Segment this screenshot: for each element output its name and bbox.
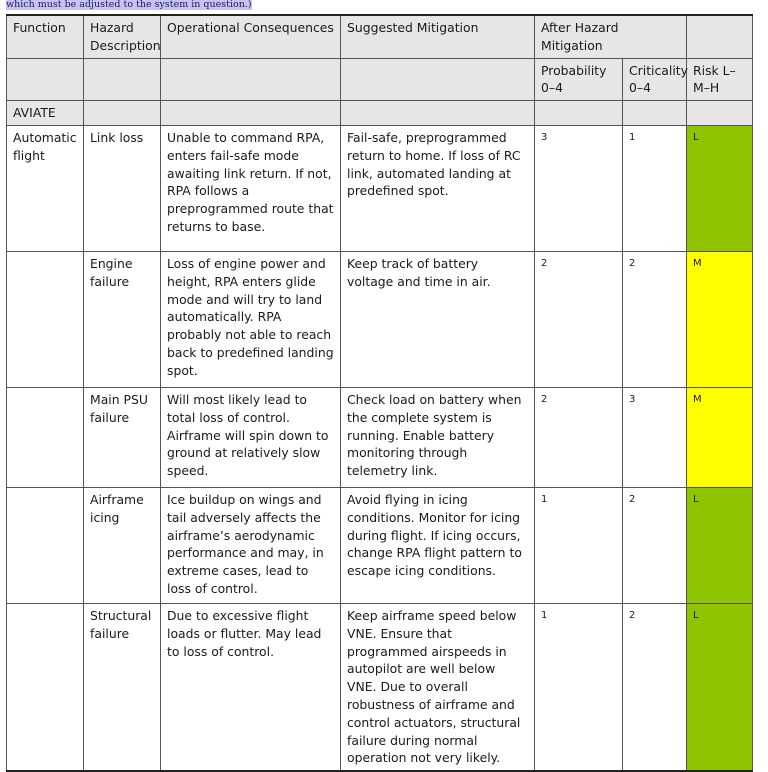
header-mitigation: Suggested Mitigation — [341, 15, 535, 58]
header-hazard: Hazard Description — [84, 15, 161, 58]
cell-criticality: 1 — [623, 125, 687, 251]
cell-function: Automatic flight — [7, 125, 84, 251]
table-caption — [6, 0, 252, 11]
header-after-mitigation: After Hazard Mitigation — [535, 15, 687, 58]
section-row — [7, 101, 753, 126]
cell-risk: M — [687, 387, 753, 487]
header-empty — [687, 15, 753, 58]
cell-risk: L — [687, 125, 753, 251]
cell-probability: 2 — [535, 251, 623, 387]
cell-consequences: Loss of engine power and height, RPA enters glide mode and will try to land automatically. RPA probably not able to reach back to predefined landing spot. — [161, 251, 341, 387]
subheader-row — [7, 58, 753, 101]
cell-mitigation: Keep track of battery voltage and time in air. — [341, 251, 535, 387]
cell-risk: M — [687, 251, 753, 387]
header-function: Function — [7, 15, 84, 58]
cell-criticality: 3 — [623, 387, 687, 487]
cell-probability: 3 — [535, 125, 623, 251]
cell-mitigation: Check load on battery when the complete system is running. Enable battery monitoring through telemetry link. — [341, 387, 535, 487]
section-label: AVIATE — [7, 101, 84, 126]
cell-consequences: Due to excessive flight loads or flutter. May lead to loss of control. — [161, 603, 341, 771]
cell-mitigation: Fail-safe, preprogrammed return to home. If loss of RC link, automated landing at predefined spot. — [341, 125, 535, 251]
header-row — [7, 15, 753, 58]
header-probability: Probability 0–4 — [535, 58, 623, 101]
cell-hazard: Main PSU failure — [84, 387, 161, 487]
cell-function — [7, 603, 84, 771]
cell-risk: L — [687, 603, 753, 771]
cell-criticality: 2 — [623, 251, 687, 387]
cell-function — [7, 387, 84, 487]
cell-hazard: Structural failure — [84, 603, 161, 771]
cell-mitigation: Avoid flying in icing conditions. Monitor for icing during flight. If icing occurs, change RPA flight pattern to escape icing conditions. — [341, 487, 535, 603]
header-risk: Risk L–M–H — [687, 58, 753, 101]
table-row — [7, 125, 753, 251]
cell-hazard: Link loss — [84, 125, 161, 251]
cell-criticality: 2 — [623, 487, 687, 603]
table-row — [7, 387, 753, 487]
cell-criticality: 2 — [623, 603, 687, 771]
subheader-empty-2 — [84, 58, 161, 101]
cell-consequences: Ice buildup on wings and tail adversely affects the airframe’s aerodynamic performance and may, in extreme cases, lead to loss of control. — [161, 487, 341, 603]
cell-risk: L — [687, 487, 753, 603]
caption-text: which must be adjusted to the system in question.) — [6, 0, 252, 10]
table-row — [7, 603, 753, 771]
cell-probability: 2 — [535, 387, 623, 487]
cell-mitigation: Keep airframe speed below VNE. Ensure that programmed airspeeds in autopilot are well below VNE. Due to overall robustness of airframe and control actuators, structural failure during normal operation not very likely. — [341, 603, 535, 771]
subheader-empty-4 — [341, 58, 535, 101]
header-criticality: Criticality 0–4 — [623, 58, 687, 101]
hazard-analysis-table — [6, 14, 753, 772]
table-row — [7, 487, 753, 603]
cell-probability: 1 — [535, 487, 623, 603]
cell-probability: 1 — [535, 603, 623, 771]
cell-consequences: Will most likely lead to total loss of control. Airframe will spin down to ground at relatively slow speed. — [161, 387, 341, 487]
subheader-empty-1 — [7, 58, 84, 101]
header-consequences: Operational Consequences — [161, 15, 341, 58]
subheader-empty-3 — [161, 58, 341, 101]
cell-function — [7, 487, 84, 603]
cell-hazard: Engine failure — [84, 251, 161, 387]
cell-hazard: Airframe icing — [84, 487, 161, 603]
table-row — [7, 251, 753, 387]
cell-consequences: Unable to command RPA, enters fail-safe mode awaiting link return. If not, RPA follows a preprogrammed route that returns to base. — [161, 125, 341, 251]
cell-function — [7, 251, 84, 387]
